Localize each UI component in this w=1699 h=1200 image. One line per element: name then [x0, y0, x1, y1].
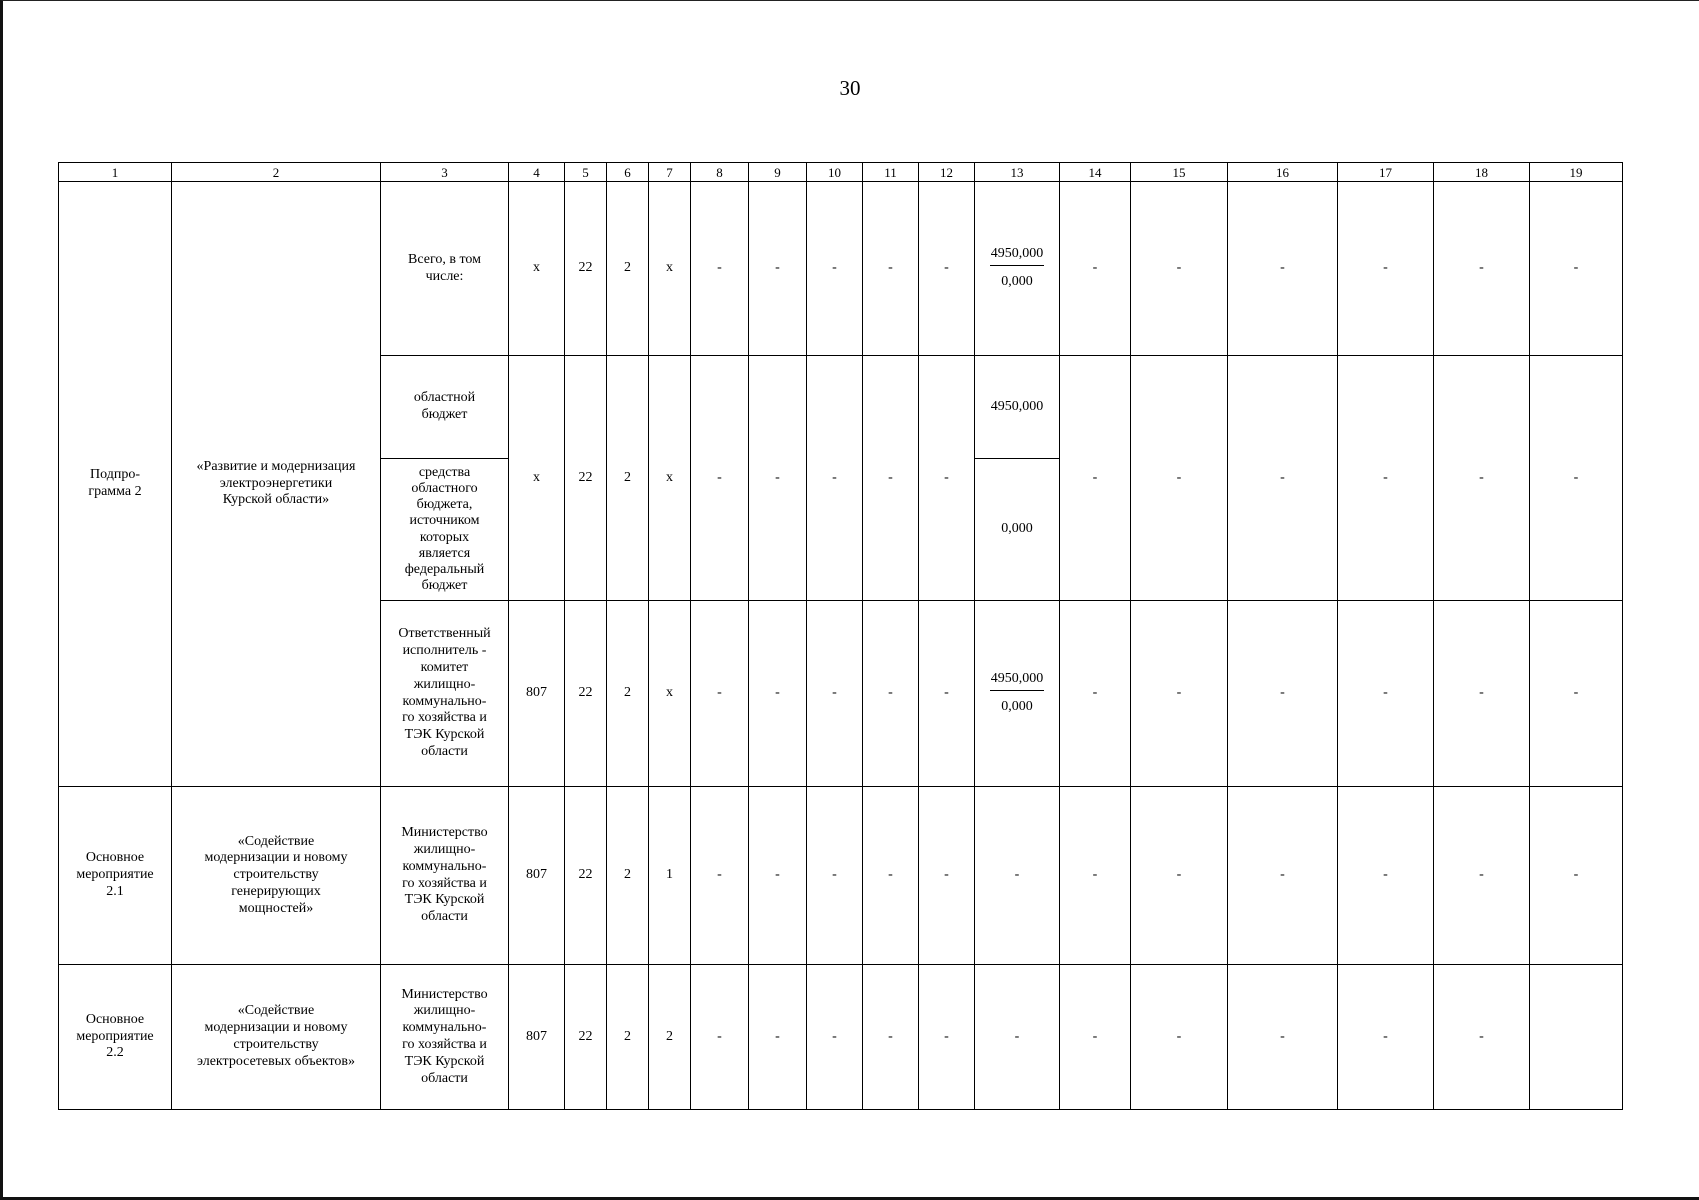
cell: -: [863, 965, 919, 1110]
total-label: Всего, в том числе:: [381, 182, 509, 356]
cell: -: [1228, 787, 1338, 965]
cell: -: [807, 601, 863, 787]
column-number: 12: [919, 163, 975, 182]
column-number: 8: [691, 163, 749, 182]
cell: 2: [607, 182, 649, 356]
column-number: 14: [1060, 163, 1131, 182]
cell: -: [749, 787, 807, 965]
measure-title: «Содействие модернизации и новому строительству генерирующих мощностей»: [172, 787, 381, 965]
cell: -: [1338, 965, 1434, 1110]
cell: -: [1434, 965, 1530, 1110]
cell: -: [1338, 182, 1434, 356]
subprogram-total-row: [59, 182, 1623, 356]
cell: -: [863, 601, 919, 787]
cell: -: [1060, 965, 1131, 1110]
cell: -: [749, 356, 807, 601]
cell: x: [509, 356, 565, 601]
federal-source-label: средства областного бюджета, источником которых является федеральный бюджет: [381, 459, 509, 601]
column-number: 5: [565, 163, 607, 182]
measure-code: Основное мероприятие 2.1: [59, 787, 172, 965]
cell: -: [749, 965, 807, 1110]
measure-code: Основное мероприятие 2.2: [59, 965, 172, 1110]
column-number: 16: [1228, 163, 1338, 182]
cell: -: [807, 965, 863, 1110]
cell: -: [1530, 356, 1623, 601]
column-number: 9: [749, 163, 807, 182]
cell: -: [1131, 601, 1228, 787]
cell: -: [1131, 182, 1228, 356]
cell: -: [919, 965, 975, 1110]
cell: -: [863, 356, 919, 601]
cell: -: [1530, 601, 1623, 787]
cell: -: [1060, 601, 1131, 787]
column-number: 11: [863, 163, 919, 182]
cell: -: [1228, 601, 1338, 787]
regional-amount: 4950,000: [975, 356, 1060, 459]
cell: -: [1060, 787, 1131, 965]
measure-2-2-row: [59, 965, 1623, 1110]
amount-cell: [975, 182, 1060, 356]
cell: -: [1338, 356, 1434, 601]
cell: -: [691, 787, 749, 965]
cell: -: [807, 182, 863, 356]
cell: -: [919, 787, 975, 965]
regional-budget-label: областной бюджет: [381, 356, 509, 459]
column-number: 15: [1131, 163, 1228, 182]
page-number: 30: [839, 76, 861, 100]
cell: -: [1228, 965, 1338, 1110]
measure-title: «Содействие модернизации и новому строительству электросетевых объектов»: [172, 965, 381, 1110]
cell: -: [1060, 182, 1131, 356]
measure-executor: Министерство жилищно- коммунально- го хозяйства и ТЭК Курской области: [381, 965, 509, 1110]
cell: -: [1228, 182, 1338, 356]
cell: -: [919, 356, 975, 601]
executor-label: Ответственный исполнитель - комитет жилищно- коммунально- го хозяйства и ТЭК Курской области: [381, 601, 509, 787]
amount-total: 4950,000: [990, 671, 1044, 691]
cell: 807: [509, 601, 565, 787]
cell: x: [509, 182, 565, 356]
cell: -: [1530, 787, 1623, 965]
cell: -: [749, 182, 807, 356]
column-number: 17: [1338, 163, 1434, 182]
column-number: 4: [509, 163, 565, 182]
cell: -: [863, 787, 919, 965]
cell: -: [1131, 965, 1228, 1110]
column-number: 3: [381, 163, 509, 182]
cell: -: [1434, 182, 1530, 356]
cell: -: [863, 182, 919, 356]
cell: 22: [565, 356, 607, 601]
column-number: 10: [807, 163, 863, 182]
cell: 807: [509, 965, 565, 1110]
cell: -: [1434, 356, 1530, 601]
cell: 2: [607, 965, 649, 1110]
column-number: 18: [1434, 163, 1530, 182]
cell: 807: [509, 787, 565, 965]
cell: -: [1434, 787, 1530, 965]
column-number: 2: [172, 163, 381, 182]
amount-federal: 0,000: [1001, 274, 1033, 289]
cell: -: [1530, 182, 1623, 356]
cell: -: [1338, 787, 1434, 965]
amount-cell: [975, 601, 1060, 787]
cell: -: [691, 182, 749, 356]
cell: -: [691, 601, 749, 787]
column-number: 19: [1530, 163, 1623, 182]
cell: 2: [607, 601, 649, 787]
cell: 2: [607, 787, 649, 965]
column-number-row: [59, 163, 1623, 182]
cell: -: [749, 601, 807, 787]
cell: 22: [565, 182, 607, 356]
cell: 2: [607, 356, 649, 601]
cell: -: [919, 182, 975, 356]
budget-table: [58, 162, 1623, 1110]
cell: x: [649, 356, 691, 601]
cell: -: [1131, 787, 1228, 965]
cell: -: [807, 356, 863, 601]
cell: x: [649, 601, 691, 787]
cell: -: [1338, 601, 1434, 787]
column-number: 6: [607, 163, 649, 182]
column-number: 1: [59, 163, 172, 182]
amount-federal: 0,000: [1001, 699, 1033, 714]
subprogram-title: «Развитие и модернизация электроэнергетики Курской области»: [172, 182, 381, 787]
measure-executor: Министерство жилищно- коммунально- го хозяйства и ТЭК Курской области: [381, 787, 509, 965]
amount-total: 4950,000: [990, 246, 1044, 266]
cell: -: [1060, 356, 1131, 601]
measure-2-1-row: [59, 787, 1623, 965]
cell: [1530, 965, 1623, 1110]
cell: 22: [565, 965, 607, 1110]
cell: -: [919, 601, 975, 787]
subprogram-code: Подпро- грамма 2: [59, 182, 172, 787]
cell: 2: [649, 965, 691, 1110]
cell: 1: [649, 787, 691, 965]
cell: 22: [565, 787, 607, 965]
cell: x: [649, 182, 691, 356]
cell: 22: [565, 601, 607, 787]
cell: -: [975, 965, 1060, 1110]
column-number: 13: [975, 163, 1060, 182]
column-number: 7: [649, 163, 691, 182]
cell: -: [1434, 601, 1530, 787]
cell: -: [691, 965, 749, 1110]
cell: -: [975, 787, 1060, 965]
cell: -: [691, 356, 749, 601]
federal-amount: 0,000: [975, 459, 1060, 601]
cell: -: [1131, 356, 1228, 601]
cell: -: [807, 787, 863, 965]
cell: -: [1228, 356, 1338, 601]
